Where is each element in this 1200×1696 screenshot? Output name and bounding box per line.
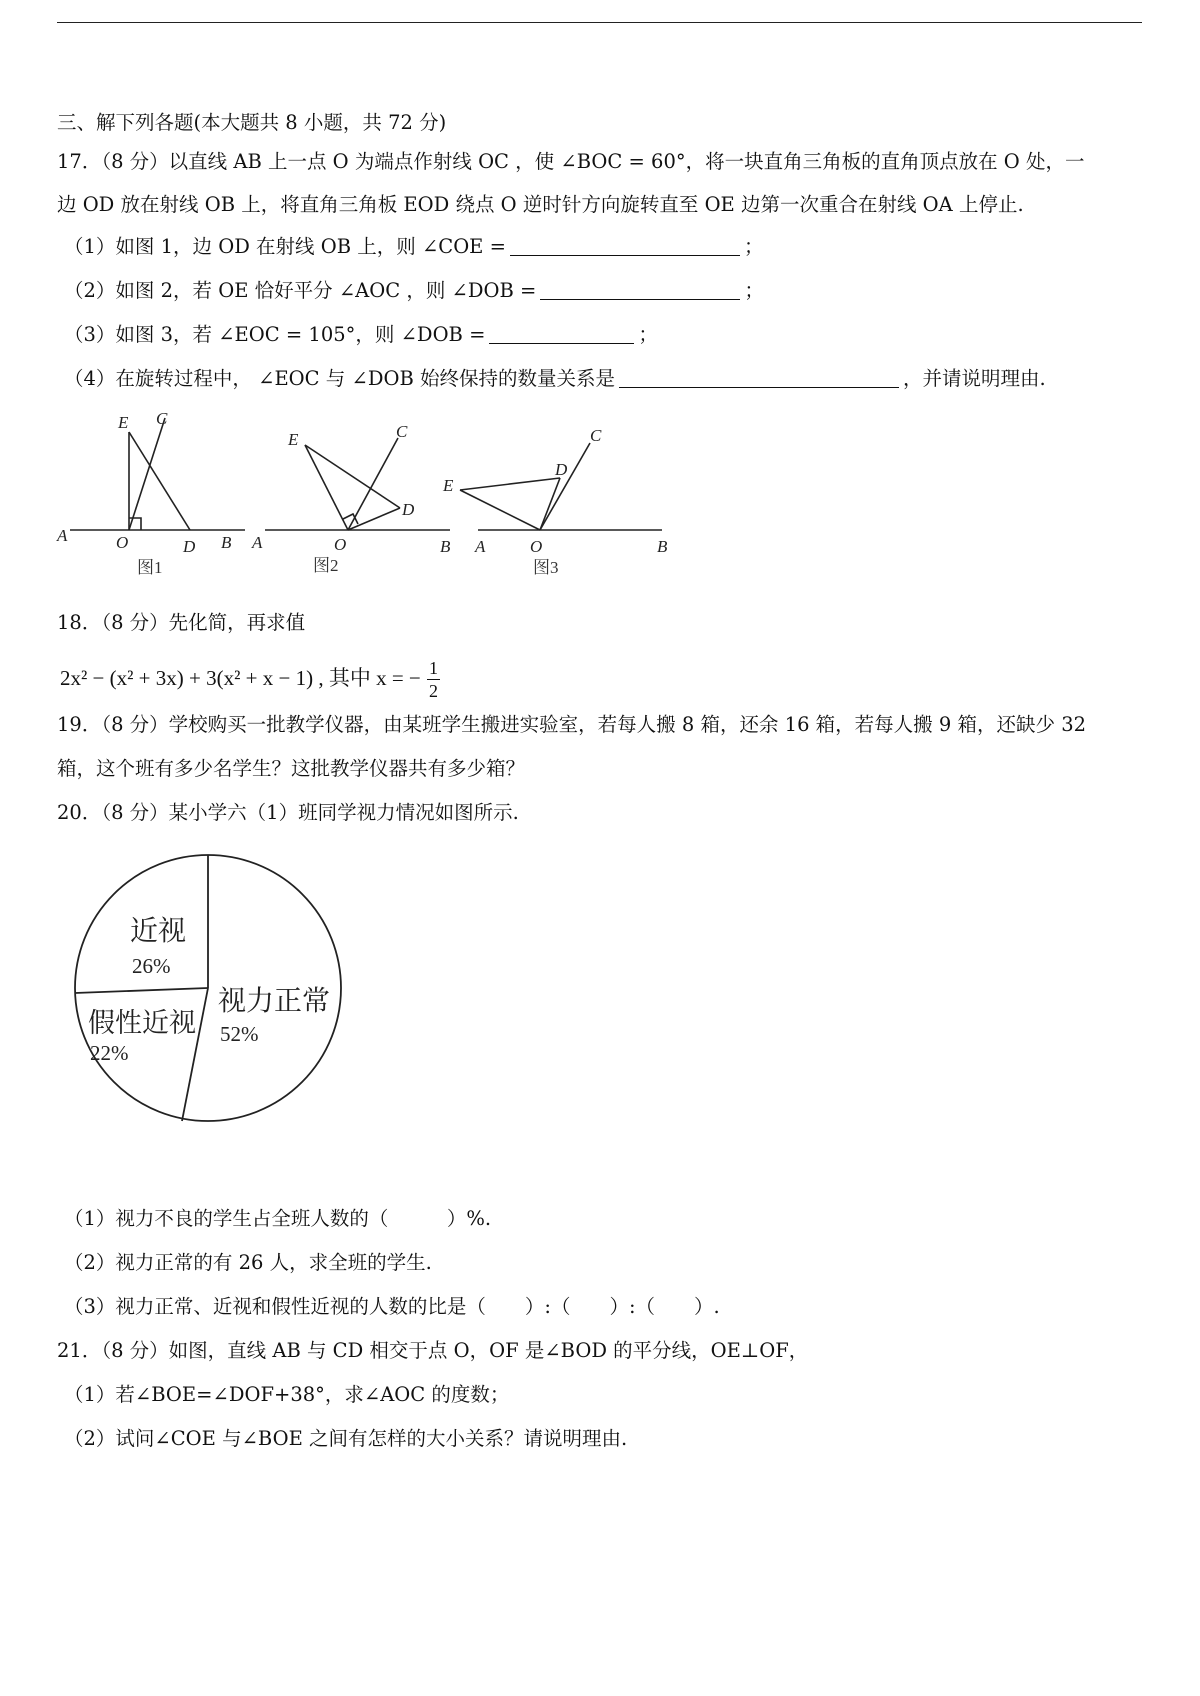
figure-3 bbox=[460, 443, 662, 530]
q17-part3 bbox=[64, 320, 658, 350]
figure-1 bbox=[70, 418, 245, 530]
fig3-caption: 图3 bbox=[533, 558, 559, 577]
punct: ； bbox=[744, 279, 764, 302]
fig2-label-E: E bbox=[288, 430, 299, 449]
q20-part2: （2）视力正常的有 26 人，求全班的学生. bbox=[64, 1251, 432, 1274]
header-rule bbox=[57, 22, 1142, 23]
fig2-label-B: B bbox=[440, 537, 451, 556]
q17-part3-text: （3）如图 3，若 ∠EOC = 105°，则 ∠DOB = bbox=[64, 323, 486, 346]
q21-stem-line bbox=[57, 1336, 808, 1366]
q18-expr: 2x² − (x² + 3x) + 3(x² + x − 1) , 其中 x = − bbox=[60, 666, 421, 690]
q17-part2 bbox=[64, 276, 764, 306]
fraction-denominator: 2 bbox=[428, 681, 438, 701]
ray-OC bbox=[348, 438, 398, 530]
answer-blank[interactable] bbox=[540, 279, 740, 300]
answer-blank[interactable] bbox=[619, 367, 899, 388]
fig3-label-C: C bbox=[590, 426, 602, 445]
punct: ； bbox=[638, 323, 658, 346]
section-title: 三、解下列各题(本大题共 8 小题，共 72 分) bbox=[57, 111, 447, 134]
fig1-label-E: E bbox=[118, 413, 129, 432]
q17-part4 bbox=[64, 364, 1046, 394]
q18-stem-line bbox=[57, 608, 305, 638]
segment-ED bbox=[129, 432, 190, 530]
fig1-caption: 图1 bbox=[137, 558, 163, 577]
q20-number: 20．（8 分） bbox=[57, 801, 169, 824]
q17-stem-line1 bbox=[57, 147, 1085, 177]
q17-part1 bbox=[64, 232, 763, 262]
fig3-label-D: D bbox=[555, 460, 568, 479]
fraction bbox=[427, 657, 440, 702]
q17-part4-text: （4）在旋转过程中， ∠EOC 与 ∠DOB 始终保持的数量关系是 bbox=[64, 367, 615, 390]
q19-stem-line2: 箱，这个班有多少名学生？这批教学仪器共有多少箱？ bbox=[57, 757, 526, 780]
q17-part1-text: （1）如图 1，边 OD 在射线 OB 上，则 ∠COE = bbox=[64, 235, 506, 258]
q19-number: 19．（8 分） bbox=[57, 713, 169, 736]
fig2-caption: 图2 bbox=[313, 556, 339, 575]
fig1-label-B: B bbox=[221, 533, 232, 552]
fig2-label-A: A bbox=[252, 533, 263, 552]
fig1-label-A: A bbox=[57, 526, 68, 545]
q20-part1: （1）视力不良的学生占全班人数的（ ）%. bbox=[64, 1207, 492, 1230]
q20-part3: （3）视力正常、近视和假性近视的人数的比是（ ）:（ ）:（ ）. bbox=[64, 1295, 720, 1318]
q17-part4-tail: ，并请说明理由. bbox=[902, 367, 1046, 390]
q17-number: 17．（8 分） bbox=[57, 150, 169, 173]
fig1-label-C: C bbox=[156, 409, 168, 428]
segment-ED bbox=[305, 445, 400, 508]
fraction-numerator: 1 bbox=[428, 658, 438, 678]
slice-label-normal: 视力正常 bbox=[218, 986, 331, 1017]
fig2-label-C: C bbox=[396, 422, 408, 441]
q19-stem: 学校购买一批教学仪器，由某班学生搬进实验室，若每人搬 8 箱，还余 16 箱，若每人搬 9 箱，还缺少 32 bbox=[168, 713, 1087, 736]
q18-number: 18．（8 分） bbox=[57, 611, 169, 634]
q21-part2: （2）试问∠COE 与∠BOE 之间有怎样的大小关系？请说明理由. bbox=[64, 1427, 628, 1450]
segment-OE bbox=[305, 445, 348, 530]
q18-stem: 先化简，再求值 bbox=[168, 611, 306, 634]
fig3-label-A: A bbox=[475, 537, 486, 556]
segment-OE bbox=[460, 490, 540, 530]
punct: ； bbox=[743, 235, 764, 258]
vision-pie-chart bbox=[70, 850, 360, 1140]
fig2-label-O: O bbox=[334, 535, 347, 554]
slice-percent-normal: 52% bbox=[220, 1022, 259, 1046]
answer-blank[interactable] bbox=[510, 235, 740, 256]
figure-2 bbox=[265, 438, 450, 530]
q18-expression bbox=[60, 652, 440, 704]
q17-part2-text: （2）如图 2，若 OE 恰好平分 ∠AOC ，则 ∠DOB = bbox=[64, 279, 537, 302]
slice-percent-myopia: 26% bbox=[132, 954, 171, 978]
q21-number: 21．（8 分） bbox=[57, 1339, 169, 1362]
q21-stem: 如图，直线 AB 与 CD 相交于点 O，OF 是∠BOD 的平分线，OE⊥OF， bbox=[168, 1339, 809, 1362]
segment-ED bbox=[460, 478, 560, 490]
q20-stem: 某小学六（1）班同学视力情况如图所示. bbox=[168, 801, 519, 824]
q20-stem-line bbox=[57, 798, 519, 828]
slice-label-pseudo-myopia: 假性近视 bbox=[88, 1008, 196, 1038]
ray-OC bbox=[540, 443, 590, 530]
fig3-label-B: B bbox=[657, 537, 668, 556]
q17-stem: 以直线 AB 上一点 O 为端点作射线 OC ，使 ∠BOC = 60°，将一块直角三角板的直角顶点放在 O 处，一 bbox=[168, 150, 1085, 173]
slice-percent-pseudo-myopia: 22% bbox=[90, 1041, 129, 1065]
q19-stem-line1 bbox=[57, 710, 1086, 740]
ray-OC bbox=[129, 418, 165, 530]
fig2-label-D: D bbox=[402, 500, 415, 519]
q17-figures bbox=[50, 405, 750, 585]
q21-part1: （1）若∠BOE=∠DOF+38°，求∠AOC 的度数； bbox=[64, 1383, 510, 1406]
fig3-label-E: E bbox=[443, 476, 454, 495]
answer-blank[interactable] bbox=[489, 323, 634, 344]
fig1-label-D: D bbox=[183, 537, 196, 556]
segment-OD bbox=[540, 478, 560, 530]
fig1-label-O: O bbox=[116, 533, 129, 552]
q17-stem-line2: 边 OD 放在射线 OB 上，将直角三角板 EOD 绕点 O 逆时针方向旋转直至 OE 边第一次重合在射线 OA 上停止. bbox=[57, 193, 1024, 216]
fig3-label-O: O bbox=[530, 537, 543, 556]
slice-label-myopia: 近视 bbox=[130, 916, 187, 947]
